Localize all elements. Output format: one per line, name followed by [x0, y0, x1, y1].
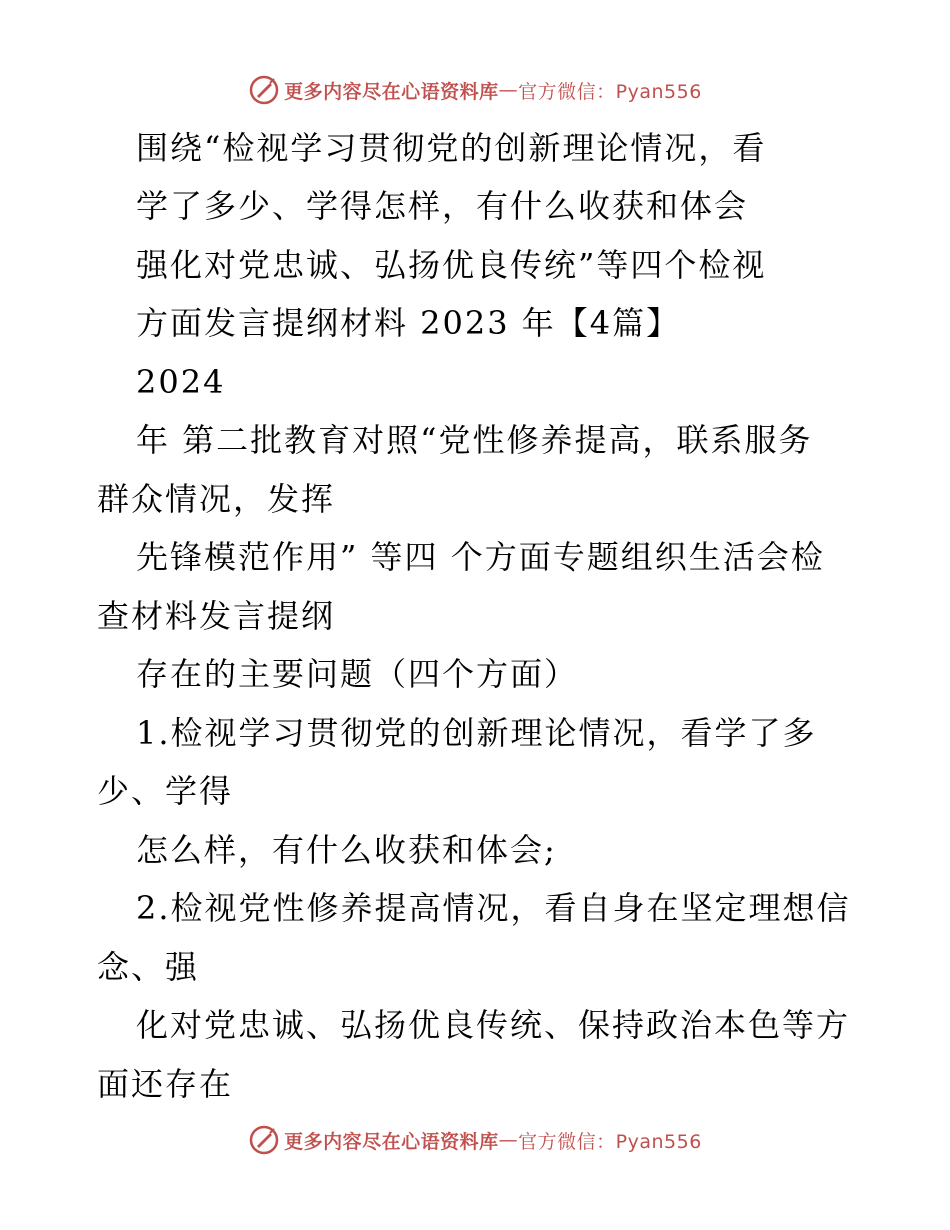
quill-logo-icon — [248, 1124, 280, 1156]
doc-line: 群众情况，发挥 — [97, 480, 336, 518]
watermark-brand: 更多内容尽在心语资料库 — [284, 1130, 499, 1153]
doc-line: 存在的主要问题（四个方面） — [136, 655, 579, 693]
doc-line: 方面发言提纲材料 2023 年【4篇】 — [136, 304, 681, 342]
doc-line: 学了多少、学得怎样，有什么收获和体会 — [136, 187, 749, 225]
doc-line: 念、强 — [97, 948, 200, 986]
doc-line: 面还存在 — [97, 1065, 234, 1103]
doc-line: 先锋模范作用” 等四 个方面专题组织生活会检 — [136, 538, 825, 576]
doc-line: 少、学得 — [97, 772, 234, 810]
watermark-footer — [0, 1120, 950, 1160]
doc-line: 围绕“检视学习贯彻党的创新理论情况，看 — [136, 129, 767, 167]
doc-line: 查材料发言提纲 — [97, 597, 336, 635]
watermark-contact: 官方微信：Pyan556 — [518, 80, 702, 103]
quill-logo-icon — [248, 74, 280, 106]
doc-line: 2024 — [136, 363, 226, 401]
doc-line: 年 第二批教育对照“党性修养提高，联系服务 — [136, 421, 813, 459]
watermark-separator: — — [498, 1129, 519, 1151]
watermark-contact: 官方微信：Pyan556 — [518, 1130, 702, 1153]
doc-line: 化对党忠诚、弘扬优良传统、保持政治本色等方 — [136, 1006, 851, 1044]
watermark-header — [0, 70, 950, 110]
doc-line: 怎么样，有什么收获和体会; — [136, 831, 557, 869]
doc-line: 2.检视党性修养提高情况，看自身在坚定理想信 — [136, 889, 851, 927]
doc-line: 强化对党忠诚、弘扬优良传统”等四个检视 — [136, 246, 767, 284]
watermark-separator: — — [498, 79, 519, 101]
doc-line: 1.检视学习贯彻党的创新理论情况，看学了多 — [136, 714, 817, 752]
watermark-brand: 更多内容尽在心语资料库 — [284, 80, 499, 103]
